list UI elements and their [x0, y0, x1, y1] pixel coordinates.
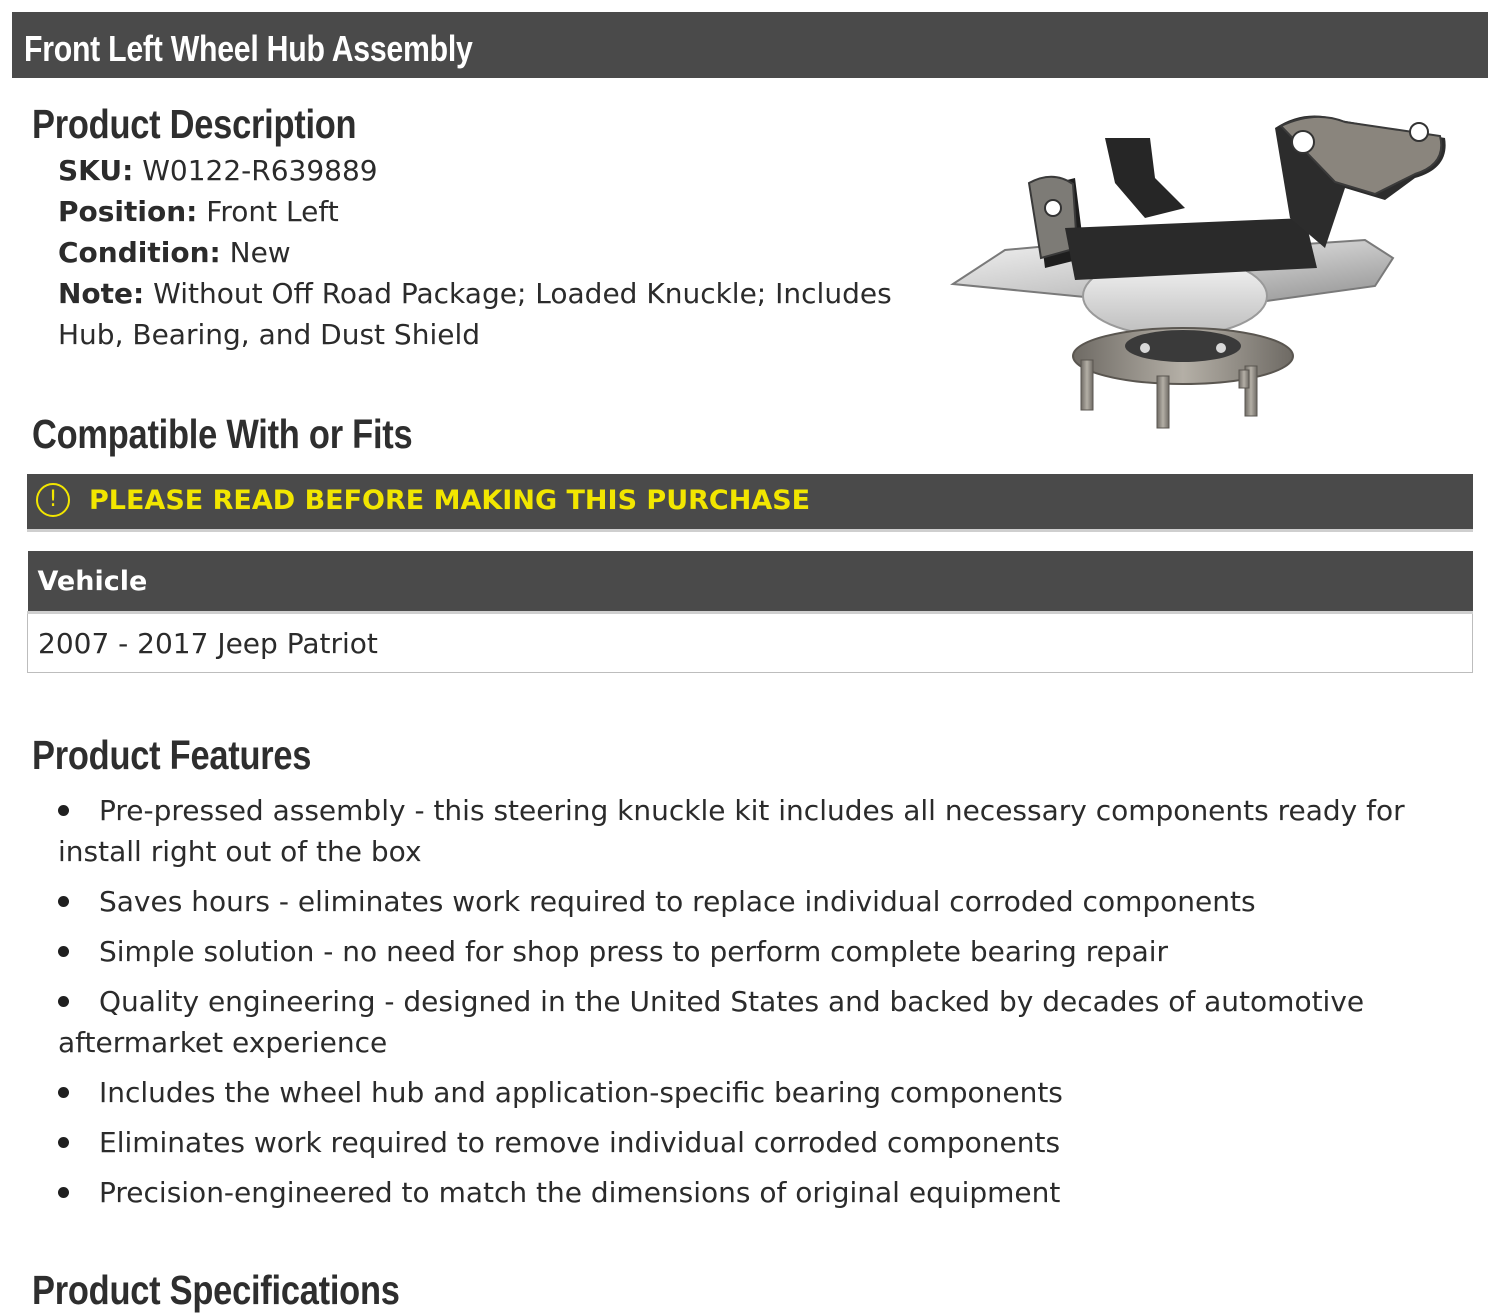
- list-item: Includes the wheel hub and application-specific bearing components: [58, 1072, 1488, 1113]
- list-item: Quality engineering - designed in the United States and backed by decades of automotive aftermarket experience: [58, 985, 1365, 1059]
- bullet-icon: [58, 1137, 69, 1148]
- product-description-heading: Product Description: [32, 101, 357, 147]
- product-specifications-heading: Product Specifications: [32, 1267, 400, 1313]
- bullet-icon: [58, 996, 69, 1007]
- bullet-icon: [58, 896, 69, 907]
- condition-line: Condition: New: [58, 236, 291, 269]
- list-item: Pre-pressed assembly - this steering knuckle kit includes all necessary components ready for install right out of the box: [58, 794, 1405, 868]
- table-header-row: [28, 551, 1473, 613]
- bullet-icon: [58, 1187, 69, 1198]
- list-item: Simple solution - no need for shop press to perform complete bearing repair: [58, 931, 1488, 972]
- list-item: Saves hours - eliminates work required to replace individual corroded components: [58, 881, 1488, 922]
- list-item: Eliminates work required to remove individual corroded components: [58, 1122, 1488, 1163]
- bullet-icon: [58, 1087, 69, 1098]
- compatible-heading: Compatible With or Fits: [32, 411, 413, 457]
- bullet-icon: [58, 805, 69, 816]
- purchase-warning-text: PLEASE READ BEFORE MAKING THIS PURCHASE: [89, 485, 811, 516]
- purchase-warning-banner: [27, 474, 1473, 532]
- product-details: [58, 150, 918, 355]
- list-item: Precision-engineered to match the dimensions of original equipment: [58, 1172, 1488, 1213]
- table-row: [28, 613, 1473, 673]
- vehicle-column-header: Vehicle: [28, 551, 1473, 613]
- position-value: Front Left: [206, 195, 339, 228]
- sku-line: SKU: W0122-R639889: [58, 154, 378, 187]
- features-list: [58, 790, 1488, 1222]
- vehicle-table: [27, 551, 1473, 673]
- product-image: [945, 108, 1455, 438]
- sku-value: W0122-R639889: [142, 154, 378, 187]
- vehicle-cell: 2007 - 2017 Jeep Patriot: [28, 613, 1473, 673]
- bullet-icon: [58, 946, 69, 957]
- title-bar: [12, 12, 1488, 78]
- alert-icon: !: [36, 483, 70, 517]
- position-line: Position: Front Left: [58, 195, 339, 228]
- note-value: Without Off Road Package; Loaded Knuckle; Includes Hub, Bearing, and Dust Shield: [58, 277, 892, 351]
- product-features-heading: Product Features: [32, 732, 312, 778]
- condition-value: New: [229, 236, 291, 269]
- note-line: Note: Without Off Road Package; Loaded Knuckle; Includes Hub, Bearing, and Dust Shield: [58, 277, 892, 351]
- page-title: Front Left Wheel Hub Assembly: [24, 28, 473, 69]
